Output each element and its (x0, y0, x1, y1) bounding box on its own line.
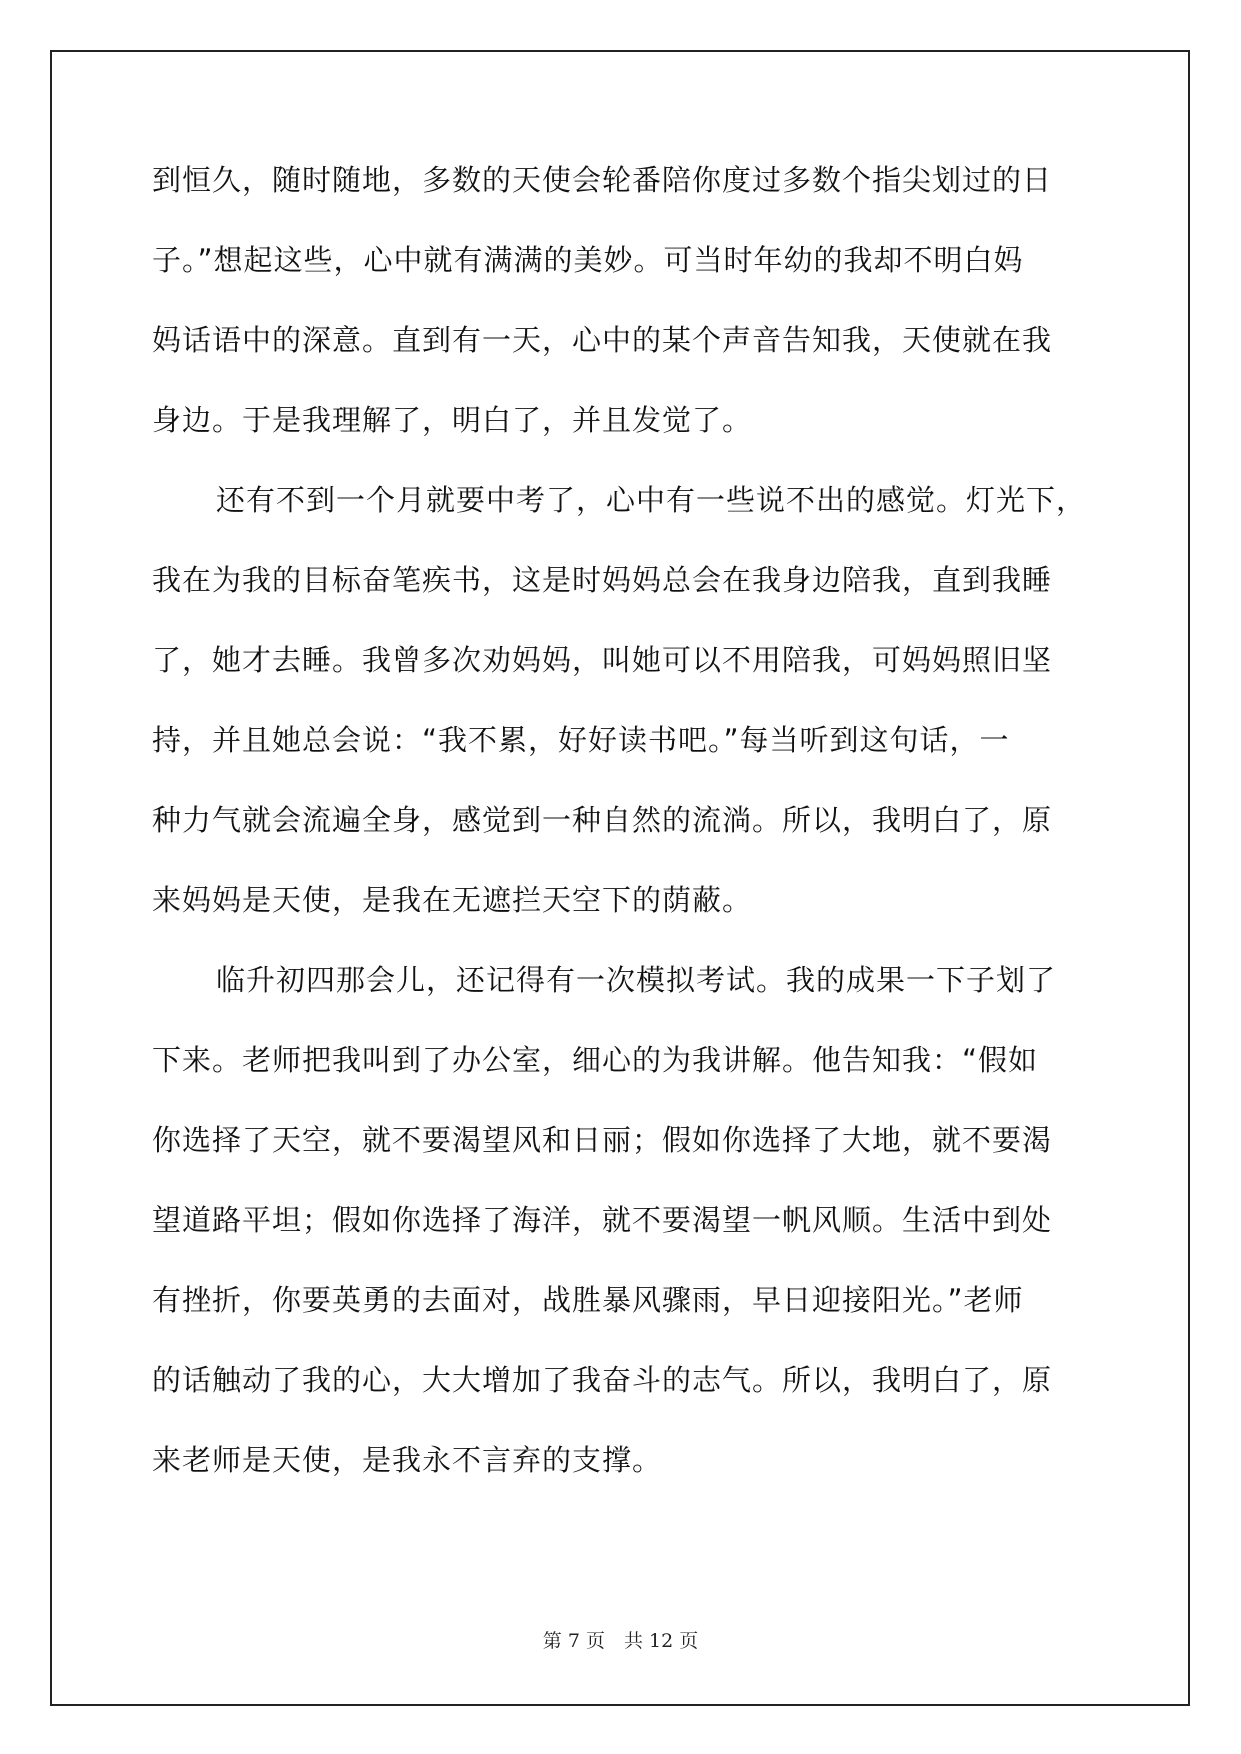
text-line: 种力气就会流遍全身，感觉到一种自然的流淌。所以，我明白了，原 (152, 803, 1053, 837)
text-line: 来老师是天使，是我永不言弃的支撑。 (152, 1443, 663, 1477)
text-line: 来妈妈是天使，是我在无遮拦天空下的荫蔽。 (152, 883, 753, 917)
text-line: 有挫折，你要英勇的去面对，战胜暴风骤雨，早日迎接阳光。”老师 (152, 1283, 1024, 1317)
text-line: 的话触动了我的心，大大增加了我奋斗的志气。所以，我明白了，原 (152, 1363, 1053, 1397)
text-line: 还有不到一个月就要中考了，心中有一些说不出的感觉。灯光下， (216, 483, 1087, 517)
text-line: 妈话语中的深意。直到有一天，心中的某个声音告知我，天使就在我 (152, 323, 1053, 357)
text-line: 临升初四那会儿，还记得有一次模拟考试。我的成果一下子划了 (216, 963, 1057, 997)
text-line: 你选择了天空，就不要渴望风和日丽；假如你选择了大地，就不要渴 (152, 1123, 1053, 1157)
text-line: 下来。老师把我叫到了办公室，细心的为我讲解。他告知我：“假如 (152, 1043, 1039, 1077)
text-line: 到恒久，随时随地，多数的天使会轮番陪你度过多数个指尖划过的日 (152, 163, 1053, 197)
text-line: 望道路平坦；假如你选择了海洋，就不要渴望一帆风顺。生活中到处 (152, 1203, 1053, 1237)
document-body (152, 160, 1086, 1520)
text-line: 子。”想起这些，心中就有满满的美妙。可当时年幼的我却不明白妈 (152, 243, 1024, 277)
page-number-footer: 第 7 页 共 12 页 (542, 1630, 699, 1652)
text-line: 了，她才去睡。我曾多次劝妈妈，叫她可以不用陪我，可妈妈照旧坚 (152, 643, 1053, 677)
text-line: 身边。于是我理解了，明白了，并且发觉了。 (152, 403, 753, 437)
text-line: 持，并且她总会说：“我不累，好好读书吧。”每当听到这句话，一 (152, 723, 1010, 757)
text-line: 我在为我的目标奋笔疾书，这是时妈妈总会在我身边陪我，直到我睡 (152, 563, 1053, 597)
